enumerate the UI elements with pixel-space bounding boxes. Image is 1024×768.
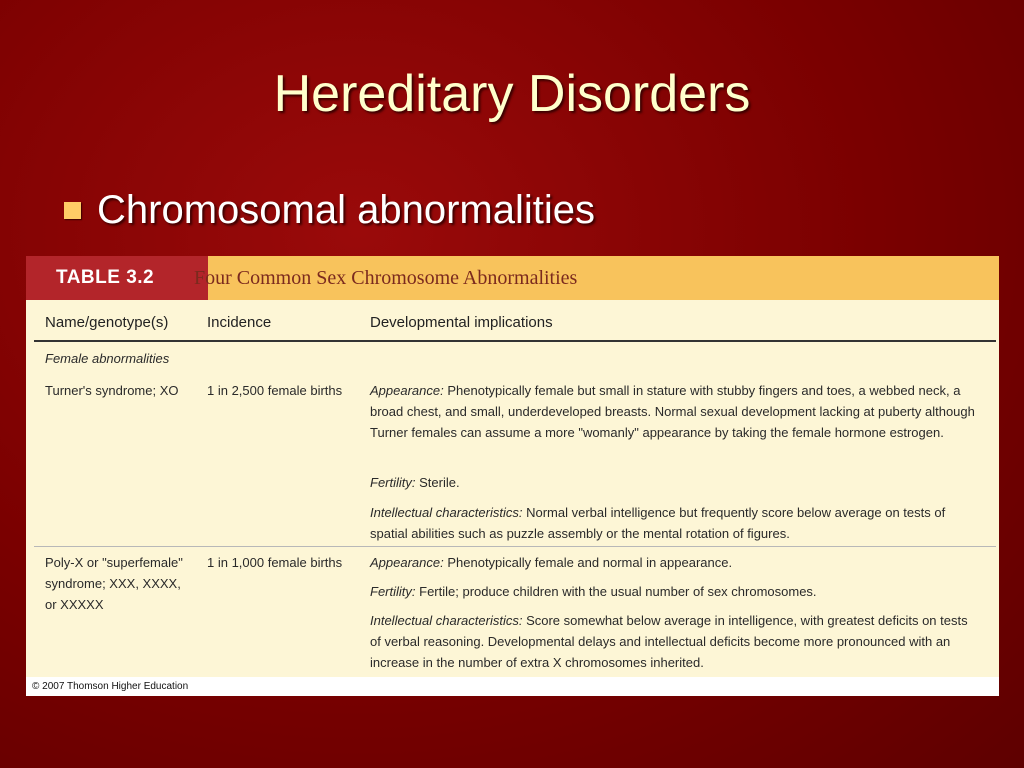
row-name: Poly-X or "superfemale" syndrome; XXX, XXXX, or XXXXX xyxy=(45,555,183,612)
column-header-implications: Developmental implications xyxy=(370,314,553,331)
row-name: Turner's syndrome; XO xyxy=(45,383,179,398)
header-divider xyxy=(34,340,996,342)
appearance-label: Appearance: xyxy=(370,555,444,570)
intellect-text: Normal verbal intelligence but frequently score below average on tests of spatial abilities such as puzzle assembly or the mental rotation of figures. xyxy=(370,505,946,541)
row-incidence: 1 in 1,000 female births xyxy=(207,555,343,570)
row-intellect xyxy=(370,502,980,544)
row-intellect xyxy=(370,610,980,673)
table-caption: Four Common Sex Chromosome Abnormalities xyxy=(194,267,578,289)
bullet-item xyxy=(64,188,595,233)
bullet-text: Chromosomal abnormalities xyxy=(97,188,595,232)
row-fertility xyxy=(370,581,980,602)
copyright-notice: © 2007 Thomson Higher Education xyxy=(26,677,999,696)
fertility-label: Fertility: xyxy=(370,475,416,490)
fertility-text: Fertile; produce children with the usual number of sex chromosomes. xyxy=(419,584,817,599)
fertility-label: Fertility: xyxy=(370,584,416,599)
row-divider xyxy=(34,546,996,547)
intellect-label: Intellectual characteristics: xyxy=(370,613,523,628)
slide-title: Hereditary Disorders xyxy=(273,65,751,123)
appearance-text: Phenotypically female and normal in appearance. xyxy=(447,555,733,570)
appearance-text: Phenotypically female but small in stature with stubby fingers and toes, a webbed neck, a broad chest, and small, underdeveloped breasts. Normal sexual development lacking at puberty although Turner females can assume a more "womanly" appearance by taking the female hormone estrogen. xyxy=(370,383,975,440)
intellect-text: Score somewhat below average in intelligence, with greatest deficits on tests of verbal reasoning. Developmental delays and intellectual deficits become more pronounced with an increase in the number of extra X chromosomes inherited. xyxy=(370,613,968,670)
table-number-label: TABLE 3.2 xyxy=(26,256,208,300)
fertility-text: Sterile. xyxy=(419,475,460,490)
table-header-bar xyxy=(26,256,999,300)
section-label: Female abnormalities xyxy=(45,351,170,366)
row-appearance xyxy=(370,380,980,443)
row-fertility xyxy=(370,472,980,493)
row-appearance xyxy=(370,552,980,573)
column-header-incidence: Incidence xyxy=(207,314,272,331)
table-image xyxy=(26,256,999,696)
column-header-name: Name/genotype(s) xyxy=(45,314,169,331)
row-incidence: 1 in 2,500 female births xyxy=(207,383,343,398)
appearance-label: Appearance: xyxy=(370,383,444,398)
intellect-label: Intellectual characteristics: xyxy=(370,505,523,520)
bullet-square-icon xyxy=(64,202,81,219)
